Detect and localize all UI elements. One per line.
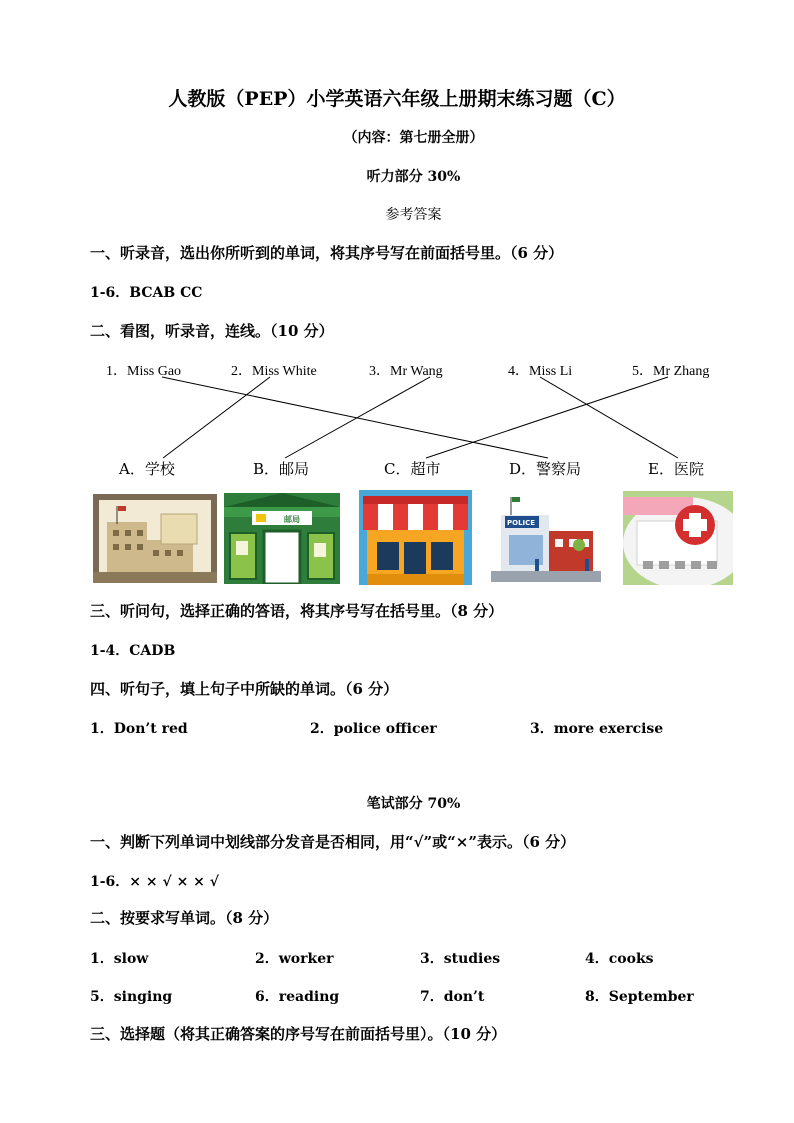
listening-s2-heading: 二、看图，听录音，连线。（10 分） xyxy=(90,322,334,340)
line-3-b xyxy=(285,377,430,458)
written-s3-heading: 三、选择题（将其正确答案的序号写在前面括号里）。（10 分） xyxy=(90,1025,507,1043)
word-6: 6．reading xyxy=(255,989,340,1005)
place-a: A．学校 xyxy=(119,460,175,478)
page-subtitle: （内容：第七册全册） xyxy=(343,130,484,146)
supermarket-image xyxy=(359,490,472,585)
line-2-a xyxy=(163,377,270,458)
post-office-image xyxy=(224,493,340,584)
school-image xyxy=(93,494,217,583)
name-3: 3．Mr Wang xyxy=(369,364,443,379)
word-7: 7．don’t xyxy=(420,989,485,1005)
answer-header: 参考答案 xyxy=(385,207,442,223)
line-1-d xyxy=(162,377,548,458)
line-4-e xyxy=(540,377,678,458)
word-5: 5．singing xyxy=(90,989,173,1005)
police-station-image xyxy=(491,493,601,582)
police-sign: POLICE xyxy=(507,519,536,527)
word-3: 3．studies xyxy=(420,951,501,967)
name-1: 1．Miss Gao xyxy=(106,364,182,379)
listening-s4-answer-1: 1．Don’t red xyxy=(90,721,188,737)
name-5: 5．Mr Zhang xyxy=(632,364,710,379)
place-b: B．邮局 xyxy=(253,460,310,478)
listening-s3-heading: 三、听问句，选择正确的答语，将其序号写在括号里。（8 分） xyxy=(90,602,504,620)
post-office-sign: 邮局 xyxy=(284,515,300,524)
listening-s1-heading: 一、听录音，选出你所听到的单词，将其序号写在前面括号里。（6 分） xyxy=(90,244,564,262)
written-s1-heading: 一、判断下列单词中划线部分发音是否相同，用“√”或“×”表示。（6 分） xyxy=(90,833,576,851)
listening-s1-answer: 1-6．BCAB CC xyxy=(90,285,203,301)
word-1: 1．slow xyxy=(90,951,149,967)
written-s2-heading: 二、按要求写单词。（8 分） xyxy=(90,909,279,927)
name-4: 4．Miss Li xyxy=(508,364,573,379)
line-5-c xyxy=(426,377,668,458)
word-8: 8．September xyxy=(585,989,694,1005)
listening-header: 听力部分 30% xyxy=(366,169,461,185)
place-d: D．警察局 xyxy=(509,460,582,478)
written-s1-answer: 1-6．× × √ × × √ xyxy=(90,874,219,890)
word-2: 2．worker xyxy=(255,951,334,967)
written-header: 笔试部分 70% xyxy=(366,796,461,812)
hospital-image xyxy=(623,491,733,585)
place-c: C．超市 xyxy=(384,460,441,478)
word-4: 4．cooks xyxy=(585,951,654,967)
listening-s4-answer-3: 3．more exercise xyxy=(530,721,664,737)
page-title: 人教版（PEP）小学英语六年级上册期末练习题（C） xyxy=(168,88,626,110)
listening-s4-heading: 四、听句子，填上句子中所缺的单词。（6 分） xyxy=(90,680,399,698)
listening-s3-answer: 1-4．CADB xyxy=(90,643,176,659)
place-e: E．医院 xyxy=(648,460,704,478)
name-2: 2．Miss White xyxy=(231,364,317,379)
listening-s4-answer-2: 2．police officer xyxy=(310,721,437,737)
